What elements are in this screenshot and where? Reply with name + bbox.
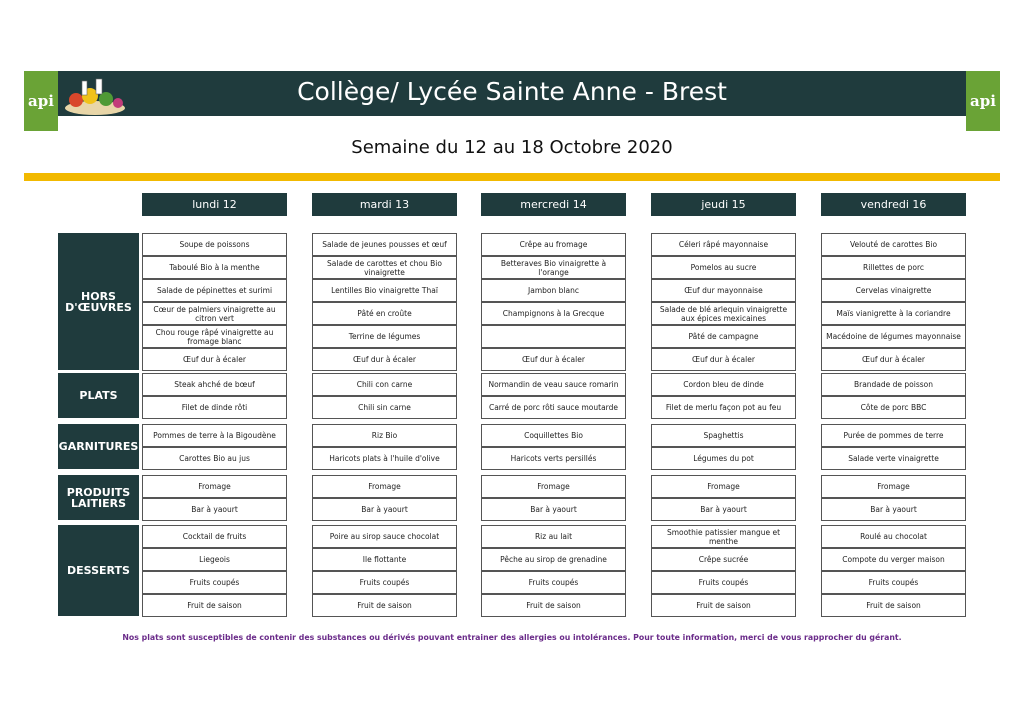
menu-cell: Compote du verger maison [821,548,966,571]
menu-cell: Œuf dur à écaler [481,348,626,371]
menu-cell: Ile flottante [312,548,457,571]
menu-cell: Fruit de saison [651,594,796,617]
menu-cell: Fromage [821,475,966,498]
menu-cell: Riz Bio [312,424,457,447]
menu-cell: Rillettes de porc [821,256,966,279]
title-banner [24,71,1000,116]
api-logo-right: api [966,71,1000,131]
menu-cell: Côte de porc BBC [821,396,966,419]
menu-cell: Fruits coupés [481,571,626,594]
menu-cell: Salade de blé arlequin vinaigrette aux épices mexicaines [651,302,796,325]
menu-cell: Pâté en croûte [312,302,457,325]
menu-cell: Riz au lait [481,525,626,548]
menu-cell: Maïs vianigrette à la coriandre [821,302,966,325]
food-illustration-icon [62,78,128,116]
menu-cell: Soupe de poissons [142,233,287,256]
menu-cell [481,325,626,348]
menu-cell: Salade de jeunes pousses et œuf [312,233,457,256]
menu-cell: Bar à yaourt [821,498,966,521]
menu-cell: Coquillettes Bio [481,424,626,447]
day-header: vendredi 16 [821,193,966,216]
menu-cell: Cordon bleu de dinde [651,373,796,396]
menu-cell: Carottes Bio au jus [142,447,287,470]
menu-cell: Cœur de palmiers vinaigrette au citron vert [142,302,287,325]
menu-cell: Bar à yaourt [312,498,457,521]
menu-cell: Chili sin carne [312,396,457,419]
menu-cell: Fromage [481,475,626,498]
menu-cell: Filet de dinde rôti [142,396,287,419]
category-label: GARNITURES [58,424,139,469]
menu-cell: Fromage [142,475,287,498]
menu-cell: Œuf dur à écaler [312,348,457,371]
menu-cell: Pommes de terre à la Bigoudène [142,424,287,447]
menu-cell: Cervelas vinaigrette [821,279,966,302]
menu-cell: Fruits coupés [821,571,966,594]
menu-cell: Bar à yaourt [142,498,287,521]
allergy-notice: Nos plats sont susceptibles de contenir des substances ou dérivés pouvant entrainer des allergies ou intolérances. Pour toute information, merci de vous rapprocher du gérant. [122,633,902,642]
menu-cell: Roulé au chocolat [821,525,966,548]
menu-cell: Haricots verts persillés [481,447,626,470]
menu-cell: Bar à yaourt [481,498,626,521]
day-header: lundi 12 [142,193,287,216]
menu-cell: Betteraves Bio vinaigrette à l'orange [481,256,626,279]
menu-cell: Lentilles Bio vinaigrette Thaï [312,279,457,302]
category-label: HORS D'ŒUVRES [58,233,139,370]
menu-cell: Terrine de légumes [312,325,457,348]
menu-cell: Velouté de carottes Bio [821,233,966,256]
menu-cell: Brandade de poisson [821,373,966,396]
menu-cell: Liegeois [142,548,287,571]
category-label: PLATS [58,373,139,418]
menu-cell: Fromage [312,475,457,498]
menu-cell: Pêche au sirop de grenadine [481,548,626,571]
menu-cell: Œuf dur à écaler [651,348,796,371]
day-header: mercredi 14 [481,193,626,216]
menu-cell: Carré de porc rôti sauce moutarde [481,396,626,419]
menu-cell: Crêpe sucrée [651,548,796,571]
menu-cell: Cocktail de fruits [142,525,287,548]
menu-cell: Fruits coupés [312,571,457,594]
menu-cell: Fruit de saison [142,594,287,617]
menu-cell: Purée de pommes de terre [821,424,966,447]
menu-cell: Jambon blanc [481,279,626,302]
menu-cell: Filet de merlu façon pot au feu [651,396,796,419]
menu-cell: Salade de pépinettes et surimi [142,279,287,302]
day-header: jeudi 15 [651,193,796,216]
menu-cell: Champignons à la Grecque [481,302,626,325]
menu-cell: Œuf dur à écaler [142,348,287,371]
menu-cell: Macédoine de légumes mayonnaise [821,325,966,348]
menu-cell: Pomelos au sucre [651,256,796,279]
menu-cell: Taboulé Bio à la menthe [142,256,287,279]
menu-cell: Crêpe au fromage [481,233,626,256]
menu-cell: Smoothie patissier mangue et menthe [651,525,796,548]
menu-cell: Fruit de saison [481,594,626,617]
category-label: DESSERTS [58,525,139,616]
menu-cell: Normandin de veau sauce romarin [481,373,626,396]
menu-cell: Pâté de campagne [651,325,796,348]
menu-cell: Fromage [651,475,796,498]
menu-cell: Haricots plats à l'huile d'olive [312,447,457,470]
menu-cell: Chou rouge râpé vinaigrette au fromage blanc [142,325,287,348]
menu-cell: Salade de carottes et chou Bio vinaigrette [312,256,457,279]
page-title: Collège/ Lycée Sainte Anne - Brest [297,77,727,106]
menu-cell: Salade verte vinaigrette [821,447,966,470]
accent-divider [24,173,1000,181]
menu-cell: Fruits coupés [651,571,796,594]
menu-cell: Steak ahché de bœuf [142,373,287,396]
week-subtitle: Semaine du 12 au 18 Octobre 2020 [351,137,673,158]
api-logo-left: api [24,71,58,131]
day-header: mardi 13 [312,193,457,216]
menu-cell: Fruit de saison [821,594,966,617]
menu-cell: Chili con carne [312,373,457,396]
menu-cell: Œuf dur mayonnaise [651,279,796,302]
category-label: PRODUITS LAITIERS [58,475,139,520]
menu-cell: Céleri râpé mayonnaise [651,233,796,256]
menu-cell: Poire au sirop sauce chocolat [312,525,457,548]
menu-cell: Fruit de saison [312,594,457,617]
menu-cell: Œuf dur à écaler [821,348,966,371]
menu-cell: Légumes du pot [651,447,796,470]
menu-cell: Bar à yaourt [651,498,796,521]
menu-cell: Spaghettis [651,424,796,447]
menu-cell: Fruits coupés [142,571,287,594]
